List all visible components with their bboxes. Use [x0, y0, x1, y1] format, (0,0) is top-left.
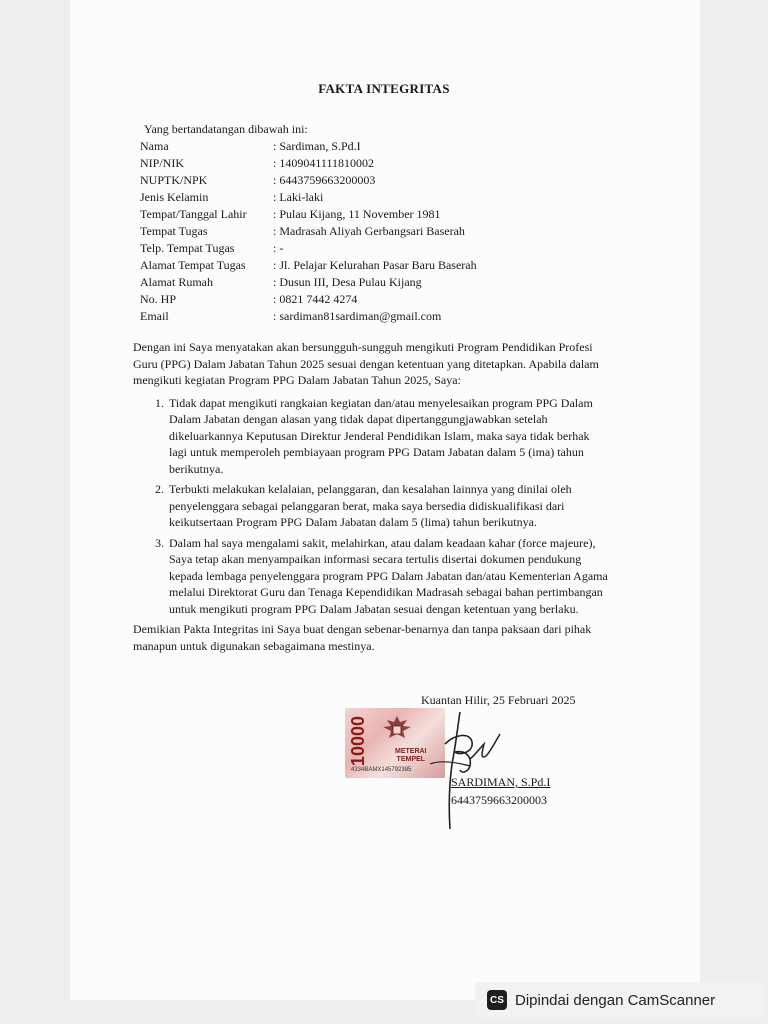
signer-name: SARDIMAN, S.Pd.I: [451, 775, 551, 789]
camscanner-text: Dipindai dengan CamScanner: [515, 991, 716, 1009]
camscanner-watermark: [475, 982, 765, 1018]
identity-label: Telp. Tempat Tugas: [140, 241, 235, 255]
identity-label: Email: [140, 309, 169, 323]
identity-label: NIP/NIK: [140, 156, 184, 170]
identity-row: [140, 172, 477, 189]
identity-value: : -: [273, 241, 284, 255]
identity-row: [140, 206, 477, 223]
identity-label: Tempat/Tanggal Lahir: [140, 207, 247, 221]
identity-value: : 0821 7442 4274: [273, 292, 358, 306]
identity-label: Alamat Rumah: [140, 275, 213, 289]
conditions-list: [133, 395, 608, 618]
identity-row: [140, 257, 477, 274]
identity-row: [140, 274, 477, 291]
closing-paragraph: Demikian Pakta Integritas ini Saya buat dengan sebenar-benarnya dan tanpa paksaan dari pihak manapun untuk digunakan sebagaimana mestinya.: [133, 622, 592, 653]
handwritten-signature: [400, 704, 520, 834]
identity-label: NUPTK/NPK: [140, 173, 208, 187]
identity-value: : sardiman81sardiman@gmail.com: [273, 309, 442, 323]
intro-text: Yang bertandatangan dibawah ini:: [144, 122, 308, 136]
signer-id: 6443759663200003: [451, 793, 547, 807]
identity-row: [140, 291, 477, 308]
stamp-amount: 10000: [348, 716, 368, 767]
condition-item: 3. Dalam hal saya mengalami sakit, melahirkan, atau dalam keadaan kahar (force majeure), Saya tetap akan menyampaikan informasi secara tertulis disertai dokumen pendukung kepada lembaga penyelenggara program PPG Dalam Jabatan dan/atau Kementerian Agama melalui Direktorat Guru dan Tenaga Kependidikan Madrasah sebagai bahan pertimbangan untuk mengikuti program PPG Dalam Jabatan sesuai dengan ketentuan yang berlaku.: [167, 535, 608, 618]
identity-value: : Pulau Kijang, 11 November 1981: [273, 207, 441, 221]
document-body: [133, 339, 608, 654]
identity-value: : Sardiman, S.Pd.I: [273, 139, 361, 153]
statement-paragraph: Dengan ini Saya menyatakan akan bersungguh-sungguh mengikuti Program Pendidikan Profesi Guru (PPG) Dalam Jabatan Tahun 2025 sesuai dengan ketentuan yang ditetapkan. Apabila dalam mengikuti kegiatan Program PPG Dalam Jabatan Tahun 2025, Saya:: [133, 340, 599, 387]
identity-value: : 1409041111810002: [273, 156, 374, 170]
identity-label: Alamat Tempat Tugas: [140, 258, 246, 272]
identity-row: [140, 223, 477, 240]
identity-row: [140, 308, 477, 325]
identity-value: : Laki-laki: [273, 190, 324, 204]
condition-item: 1. Tidak dapat mengikuti rangkaian kegiatan dan/atau menyelesaikan program PPG Dalam Dalam Jabatan dengan alasan yang tidak dapat dipertanggungjawabkan setelah dikeluarkannya Keputusan Direktur Jenderal Pendidikan Islam, maka saya tidak berhak lagi untuk memperoleh pembiayaan program PPG Datam Jabatan dalam 5 (ima) tahun berikutnya.: [167, 395, 608, 478]
identity-row: [140, 155, 477, 172]
identity-label: Jenis Kelamin: [140, 190, 209, 204]
condition-item: 2. Terbukti melakukan kelalaian, pelanggaran, dan kesalahan lainnya yang dinilai oleh penyelenggara sebagai pelanggaran berat, maka saya bersedia didiskualifikasi dari keikutsertaan Program PPG Dalam Jabatan dalam 5 (lima) tahun berikutnya.: [167, 481, 608, 531]
identity-label: No. HP: [140, 292, 177, 306]
signature-place-date: Kuantan Hilir, 25 Februari 2025: [421, 693, 576, 707]
identity-value: : 6443759663200003: [273, 173, 376, 187]
identity-table: [140, 138, 477, 325]
identity-value: : Jl. Pelajar Kelurahan Pasar Baru Baserah: [273, 258, 477, 272]
identity-row: [140, 189, 477, 206]
document-title: FAKTA INTEGRITAS: [318, 81, 450, 96]
identity-value: : Dusun III, Desa Pulau Kijang: [273, 275, 422, 289]
identity-label: Nama: [140, 139, 169, 153]
identity-label: Tempat Tugas: [140, 224, 208, 238]
camscanner-logo-icon: CS: [487, 990, 507, 1010]
stamp-label: METERAI TEMPEL: [395, 748, 427, 763]
identity-value: : Madrasah Aliyah Gerbangsari Baserah: [273, 224, 465, 238]
identity-row: [140, 138, 477, 155]
stamp-serial: 4334BAMX145792385: [351, 767, 412, 773]
identity-row: [140, 240, 477, 257]
